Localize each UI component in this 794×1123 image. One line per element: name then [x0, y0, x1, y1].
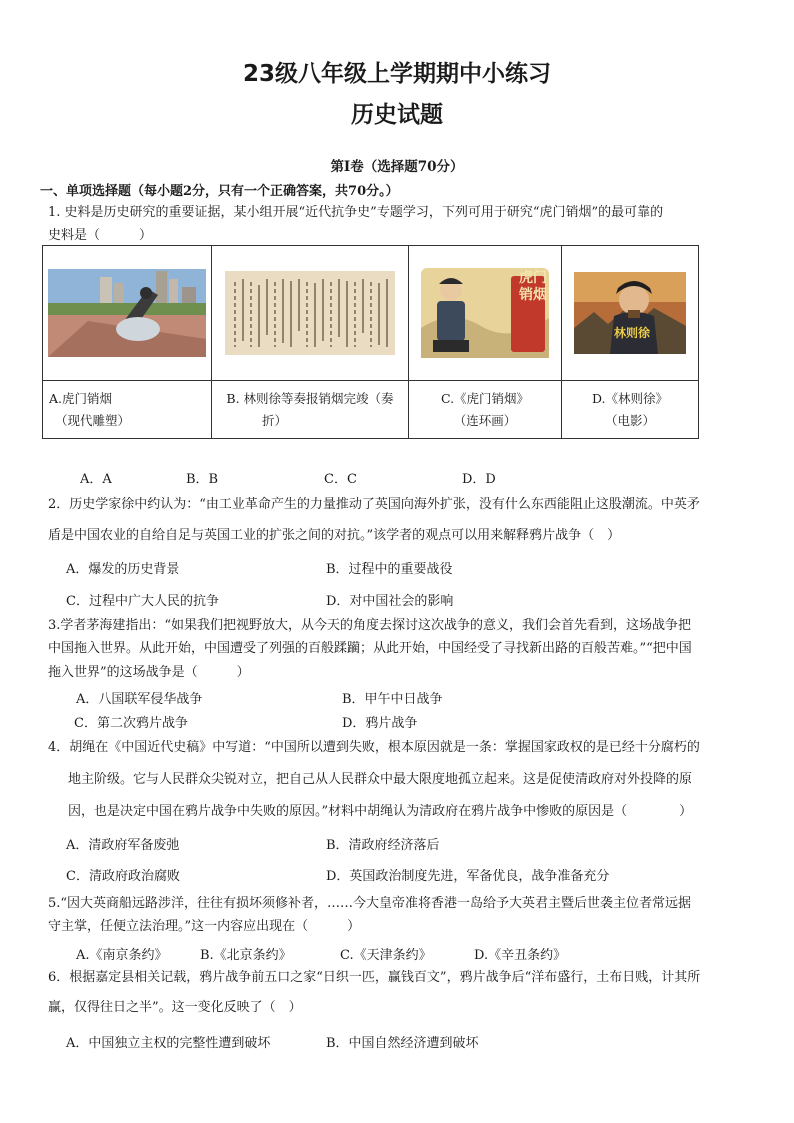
q4-option-a[interactable]: A．清政府军备废弛	[66, 838, 180, 853]
q4-stem-line3: 因，也是决定中国在鸦片战争中失败的原因。”材料中胡绳认为清政府在鸦片战争中惨败的原因是（ ）	[68, 804, 693, 819]
q3-stem-line1: 3.学者茅海建指出：“如果我们把视野放大，从今天的角度去探讨这次战争的意义，我们会首先看到，这场战争把	[48, 618, 692, 633]
q3-option-a[interactable]: A．八国联军侵华战争	[76, 692, 203, 707]
q4-option-c[interactable]: C．清政府政治腐败	[66, 869, 180, 884]
q1-caption-c-sub: （连环画）	[453, 412, 517, 428]
q1-caption-d-label: D.《林则徐》	[591, 390, 669, 406]
q1-caption-c-label: C.《虎门销烟》	[440, 390, 530, 406]
q1-image-cell-b	[212, 246, 409, 381]
q1-caption-a	[43, 381, 212, 439]
q2-stem-line2: 盾是中国农业的自给自足与英国工业的扩张之间的对抗。”该学者的观点可以用来解释鸦片战争（ ）	[48, 528, 621, 543]
q4-stem-line2: 地主阶级。它与人民群众尖锐对立，把自己从人民群众中最大限度地孤立起来。这是促使清政府对外投降的原	[68, 772, 693, 787]
q1-caption-b-label: B. 林则徐等奏报销烟完竣（奏	[226, 390, 394, 406]
q1-option-c[interactable]: C．C	[324, 472, 357, 487]
q1-stem-line1: 1. 史料是历史研究的重要证据，某小组开展“近代抗争史”专题学习，下列可用于研究“虎门销烟”的最可靠的	[48, 205, 664, 220]
q4-option-b[interactable]: B．清政府经济落后	[326, 838, 440, 853]
q3-option-b[interactable]: B．甲午中日战争	[342, 692, 443, 707]
q2-option-b[interactable]: B．过程中的重要战役	[326, 562, 453, 577]
film-poster-image	[574, 272, 686, 354]
q1-option-b[interactable]: B．B	[186, 472, 219, 487]
page-subtitle: 历史试题	[351, 102, 443, 128]
q2-option-a[interactable]: A．爆发的历史背景	[66, 562, 180, 577]
q6-option-b[interactable]: B．中国自然经济遭到破坏	[326, 1036, 479, 1051]
q5-option-c[interactable]: C.《天津条约》	[340, 948, 432, 963]
q2-option-c[interactable]: C．过程中广大人民的抗争	[66, 594, 219, 609]
q5-option-d[interactable]: D.《辛丑条约》	[474, 948, 567, 963]
q1-image-cell-c	[409, 246, 562, 381]
q1-caption-b-sub: 折）	[262, 412, 288, 428]
q4-option-d[interactable]: D．英国政治制度先进，军备优良，战争准备充分	[326, 869, 610, 884]
q1-image-cell-a	[43, 246, 212, 381]
q3-stem-line2: 中国拖入世界。从此开始，中国遭受了列强的百般蹂躏；从此开始，中国经受了寻找新出路的百般苦难。”“把中国	[48, 641, 692, 656]
comic-cover-title: 虎门销烟	[519, 270, 547, 303]
q1-image-table	[42, 245, 699, 439]
q1-image-cell-d	[562, 246, 699, 381]
q4-stem-line1: 4．胡绳在《中国近代史稿》中写道：“中国所以遭到失败，根本原因就是一条：掌握国家政权的是已经十分腐朽的	[48, 740, 700, 755]
q1-caption-a-label: A.虎门销烟	[49, 390, 113, 406]
q1-caption-c	[409, 381, 562, 439]
page-title: 23级八年级上学期期中小练习	[242, 61, 551, 87]
q6-option-a[interactable]: A．中国独立主权的完整性遭到破坏	[66, 1036, 271, 1051]
q1-option-d[interactable]: D．D	[462, 472, 496, 487]
q5-stem-line1: 5.“因大英商船远路涉洋，往往有损坏须修补者，……今大皇帝准将香港一岛给予大英君主暨后世袭主位者常远据	[48, 896, 692, 911]
q5-stem-line2: 守主掌，任便立法治理。”这一内容应出现在（ ）	[48, 919, 361, 934]
part-heading: 一、单项选择题（每小题2分，只有一个正确答案，共70分。）	[40, 184, 399, 199]
q6-stem-line2: 赢，仅得往日之半”。这一变化反映了（ ）	[48, 1000, 302, 1015]
film-poster-title: 林则徐	[613, 326, 650, 340]
q2-option-d[interactable]: D．对中国社会的影响	[326, 594, 454, 609]
q3-option-c[interactable]: C．第二次鸦片战争	[74, 716, 188, 731]
q1-caption-d	[562, 381, 699, 439]
q1-caption-d-sub: （电影）	[604, 412, 655, 428]
q6-stem-line1: 6．根据嘉定县相关记载，鸦片战争前五口之家“日织一匹，赢钱百文”，鸦片战争后“洋布盛行，土布日贱，计其所	[48, 970, 701, 985]
q3-stem-line3: 拖入世界”的这场战争是（ ）	[48, 665, 250, 680]
volume-heading: 第Ⅰ卷（选择题70分）	[330, 159, 464, 175]
q1-option-a[interactable]: A．A	[80, 472, 112, 487]
memorial-document-image	[225, 271, 395, 355]
q5-option-b[interactable]: B.《北京条约》	[200, 948, 292, 963]
q1-stem-line2: 史料是（ ）	[48, 228, 153, 243]
sculpture-photo	[48, 269, 206, 357]
q2-stem-line1: 2．历史学家徐中约认为：“由工业革命产生的力量推动了英国向海外扩张，没有什么东西能阻止这股潮流。中英矛	[48, 497, 700, 512]
q5-option-a[interactable]: A.《南京条约》	[76, 948, 168, 963]
q1-caption-b	[212, 381, 409, 439]
q3-option-d[interactable]: D．鸦片战争	[342, 716, 418, 731]
q1-caption-a-sub: （现代雕塑）	[55, 412, 131, 428]
